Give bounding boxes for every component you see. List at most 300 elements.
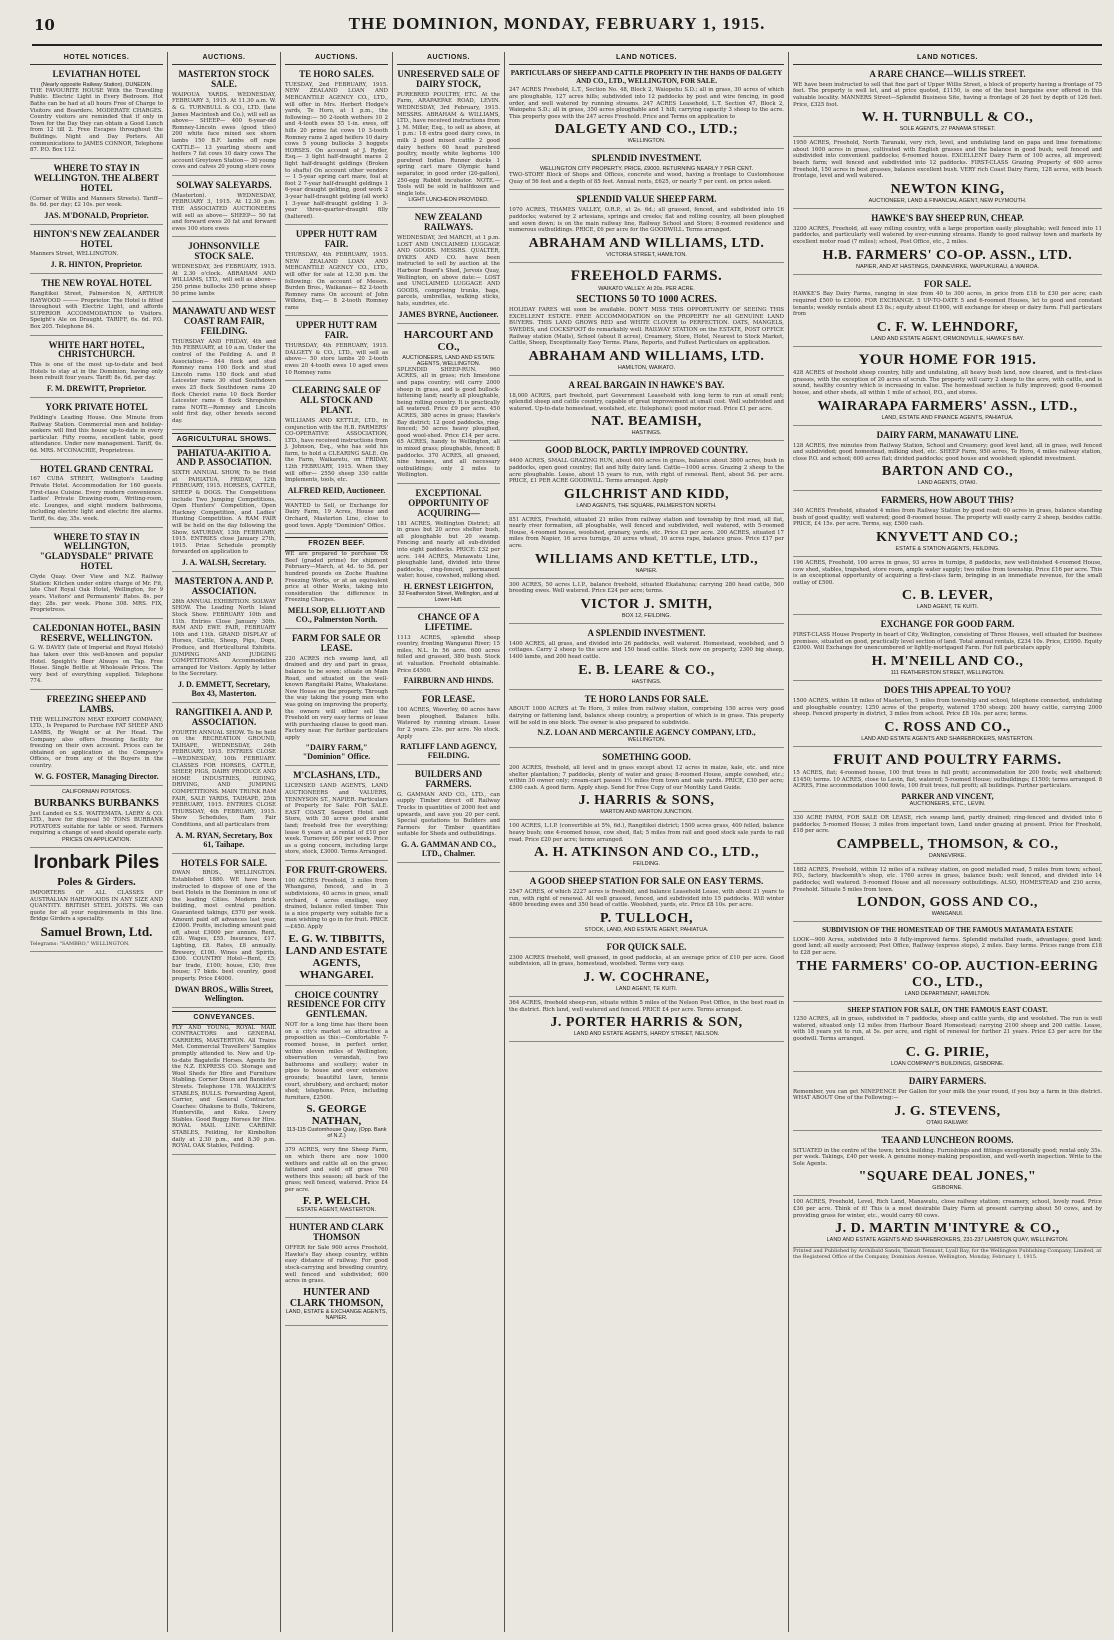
ad-title: SOMETHING GOOD. <box>602 752 691 763</box>
ad-body: This is one of the most up-to-date and best Hotels to stay at in the Dominion, having only been rebuilt four years. Tariff: 8s. 6d. per day. <box>30 362 163 382</box>
ad-splendid-investment-2 <box>509 624 784 690</box>
ad-title: HOTELS FOR SALE. <box>180 857 268 868</box>
ad-address: HASTINGS. <box>631 678 662 685</box>
ad-knyvett <box>793 491 1102 557</box>
ad-mclashans <box>285 766 388 860</box>
ad-dalgety-particulars <box>509 65 784 149</box>
ad-signature: KNYVETT AND CO.; <box>876 529 1019 545</box>
ad-body: HAWKE'S Bay Dairy Farms, ranging in size from 40 to 300 acres, in price from £18 to £30 per acre; cash required £500 to £3000. FOR EXCHANGE. 5 UP-TO-DATE 5 and 6-roomed Houses, let to good and constant tenants; weekly rentals about £3 8s.; equity about £1900, will exchange for sheep or dairy farm. Full particulars from <box>793 291 1102 318</box>
ad-signature: CAMPBELL, THOMSON, & CO., <box>836 836 1059 852</box>
ad-body: Clyde Quay. Over View and N.Z. Railway Station: Kitchen under entire charge of Mr. Fit, late Chef Royal Oak Hotel, Wellington, for 9 years. Visitors' and Permanents' Rates. 8s. per day; 28s. per week. Phone 308. MRS. FIX, Proprietress. <box>30 574 163 614</box>
ad-signature: DWAN BROS., Willis Street, Wellington. <box>174 984 274 1003</box>
ad-signature: J. W. COCHRANE, <box>583 969 710 985</box>
ad-signature: THE FARMERS' CO-OP. AUCTION-EERING CO., LTD., <box>796 958 1099 990</box>
ad-address: SOLE AGENTS, 27 PANAMA STREET. <box>899 126 996 133</box>
ad-body: (Masterton). WEDNESDAY, FEBRUARY 3, 1915. At 12.30 p.m. THE ASSOCIATED AUCTIONEERS will sell as above— SHEEP— 50 fat and forward ewes 20 fat and forward ewes 100 store ewes <box>172 192 276 232</box>
ad-body: (Corner of Willis and Manners Streets). Tariff—8s. 6d. per day; £2 10s. per week. <box>30 195 163 209</box>
ad-address: LAND, ESTATE & EXCHANGE AGENTS, NAPIER. <box>285 1308 388 1321</box>
ad-signature: Samuel Brown, Ltd. <box>40 924 153 939</box>
ad-freehold-farms <box>509 263 784 376</box>
ad-te-horo-lands <box>509 690 784 749</box>
ad-barton <box>793 426 1102 492</box>
ad-williams-kettle <box>509 514 784 579</box>
column-heading: LAND NOTICES. <box>793 52 1102 65</box>
ad-address: ESTATE & STATION AGENTS, FEILDING. <box>895 545 1000 552</box>
ad-body: 379 ACRES, very fine Sheep Farm, on which there are now 1000 wethers and cattle all on the grass; fattened and sold off grass 760 wethers this season; all back of the grass; well fenced, watered. Price £4 per acre. <box>285 1147 388 1193</box>
ad-body: 1113 ACRES, splendid sheep country, fronting Wanganui River; 15 miles, N.L. In 56 acre. 600 acres felled and grassed, 380 bush. Stock at valuation. Freehold obtainable. Price £4500. <box>397 634 500 674</box>
ad-subtitle: Poles & Girders. <box>57 875 136 888</box>
ad-signature: RATLIFF LAND AGENCY, FEILDING. <box>400 742 497 761</box>
ad-title: FARMERS, HOW ABOUT THIS? <box>881 495 1014 506</box>
ad-signature: JAS. M'DONALD, Proprietor. <box>44 210 149 220</box>
ad-title: MANAWATU AND WEST COAST RAM FAIR, FEILDING. <box>172 306 276 336</box>
ad-ross <box>793 681 1102 747</box>
ad-frozen-beef <box>285 534 388 629</box>
ad-signature: LONDON, GOSS AND CO., <box>857 895 1038 911</box>
ad-signature: ALFRED REID, Auctioneer. <box>287 485 386 495</box>
ad-sections: SECTIONS 50 TO 1000 ACRES. <box>576 294 717 306</box>
ad-signature: NAT. BEAMISH, <box>591 414 702 430</box>
ad-title: A GOOD SHEEP STATION FOR SALE ON EASY TERMS. <box>529 876 764 887</box>
ad-body: WE are prepared to purchase Ox Beef (graded prime) for shipment February—March, at 4d. to 5d. per hundred pounds on Zoche Ruahine Freezing Works, or at an equivalent price at other Works, taking into consideration the difference in Freezing Charges. <box>285 551 388 604</box>
masthead <box>8 14 1106 46</box>
ad-signature: VICTOR J. SMITH, <box>580 596 713 612</box>
ad-johnsonville-sale <box>172 237 276 302</box>
ad-choice-residence <box>285 986 388 1145</box>
ad-title: JOHNSONVILLE STOCK SALE. <box>188 241 260 262</box>
ad-signature: J. R. HINTON, Proprietor. <box>50 260 143 270</box>
ad-address: 32 Featherston Street, Wellington, and at Lower Hutt. <box>398 590 499 603</box>
ad-welch <box>285 1144 388 1218</box>
ad-price-note: PRICES ON APPLICATION. <box>62 837 131 844</box>
ad-body: Just Landed ex S.S. WAITEMATA. LAERY & CO. LTD., have for disposal 50 TONS BURBANK POTATOES suitable for table or seed. Farmers requiring a change of seed should operate early. <box>30 810 163 837</box>
ad-title: YOUR HOME FOR 1915. <box>858 351 1037 368</box>
ad-signature: H.B. FARMERS' CO-OP. ASSN., LTD. <box>822 247 1073 263</box>
ad-hintons-hotel <box>30 225 163 274</box>
ad-chance-of-lifetime <box>397 608 500 690</box>
ad-splendid-investment <box>509 149 784 190</box>
ad-body: 15 ACRES, flat; 4-roomed house, 100 fruit trees in full profit; accommodation for 200 fowls; well sheltered; £1450; terms. 10 ACRES, close to Levin, flat, watered; 5-roomed House; outbuildings; £1500; terms arranged. 8 ACRES, Fine accommodation 1000 fowls, 100 fruit trees, full profit; all buildings. Further particulars. <box>793 770 1102 790</box>
ad-manawatu-ram-fair <box>172 302 276 429</box>
ad-real-bargain <box>509 376 784 442</box>
ad-body: HOLIDAY FARES will soon be available. DON'T MISS THIS OPPORTUNITY OF SEEING THIS EXCELLENT ESTATE. FREE ACCOMMODATION on the PROPERTY for all GENUINE LAND BUYERS. THIS LAND GROWS RED and WHITE CLOVER to PERFECTION. OATS, MANGELS, SWEDES, and COCKSFOOT do remarkably well. RAILWAY STATION on the ESTATE, POST OFFICE Railway station (Mails), School (about 8 acres), Creamery, Store, Hotel, Nearest to Stock Market, Cattle, Sheep, Exceptionally Easy Terms. Plans, Reports, and Fullest Particulars on application. <box>509 307 784 347</box>
ad-subtitle: AUCTIONEERS, LAND AND ESTATE AGENTS, WELLINGTON. <box>402 354 495 367</box>
ad-body: 196 ACRES, Freehold, 100 acres in grass, 93 acres in turnips, 8 paddocks, new well-finished 4-roomed House, cow shed, stables, trapshed, store room, ample water supply; two miles from township. Price £16 per acre. This is an exceptional opportunity of acquiring a first-class farm, bringing in an immediate revenue, for the small outlay of £500. <box>793 559 1102 586</box>
ad-grand-central-hotel <box>30 460 163 528</box>
ad-title: BUILDERS AND FARMERS. <box>414 769 483 789</box>
ad-body: WAIPOUA YARDS. WEDNESDAY, FEBRUARY 3, 1915. At 11.30 a.m. W. & G. TURNBULL & CO., LTD. (late James Macintosh and Co.), will sell as above— SHEEP— 400 6-year-old Romney-Lincoln ewes (good tiles) 200 white face mixed sex shorn lambs 150 B.F. lambs off rape CATTLE— 13 yearling steers and heifers 7 fat cows 10 dairy cows The account Greytown Station— 30 young cows and calves 20 young store cows <box>172 91 276 171</box>
ad-title: TE HORO SALES. <box>299 69 374 79</box>
ad-body: 100 ACRES, Waverley, 60 acres have been ploughed. Balance hills. Watered by running stream. Lease for 2 years. 23s. per acre. No stock. Apply <box>397 707 500 740</box>
ad-address: MARTON AND MARTON JUNCTION. <box>600 809 693 816</box>
ad-title: GOOD BLOCK, PARTLY IMPROVED COUNTRY. <box>545 445 748 456</box>
ad-body: IMPORTERS OF ALL CLASSES OF AUSTRALIAN HARDWOODS IN ANY SIZE AND QUANTITY. BRITISH STEEL JOISTS. We can quote for all your requirements in this line. Bridge Girders a speciality. <box>30 890 163 923</box>
ad-white-hart-hotel <box>30 336 163 399</box>
ad-note: LIGHT LUNCHEON PROVIDED. <box>408 197 489 204</box>
ad-signature: "SQUARE DEAL JONES," <box>858 1169 1037 1185</box>
ad-nz-railways <box>397 208 500 323</box>
ad-body: LOOK—900 Acres, subdivided into 8 fully-improved farms. Splendid metalled roads, advantages; good land; good land; all easily accessed; Post Office, Railway (express stops), 2 miles. Easy terms. Prices range from £18 to £28 per acre. <box>793 936 1102 957</box>
ad-title: HAWKE'S BAY SHEEP RUN, CHEAP. <box>871 212 1024 223</box>
ad-title: TEA AND LUNCHEON ROOMS. <box>881 1134 1014 1145</box>
ad-title: MASTERTON A. AND P. ASSOCIATION. <box>174 576 274 596</box>
ad-signature: S. GEORGE NATHAN, <box>306 1103 367 1128</box>
ad-address: WELLINGTON. <box>627 737 666 744</box>
ad-address: LAND AGENTS, THE SQUARE, PALMERSTON NORTH. <box>576 502 717 509</box>
ad-for-lease <box>397 690 500 765</box>
ad-pahiatua-show <box>172 430 276 573</box>
ad-address: WELLINGTON. <box>627 138 666 145</box>
column-land-notices-2 <box>789 52 1106 1632</box>
ad-masterton-stock-sale <box>172 65 276 176</box>
ad-title: MASTERTON STOCK SALE. <box>178 69 270 89</box>
ad-title: FOR QUICK SALE. <box>606 941 687 952</box>
ad-title: EXCHANGE FOR GOOD FARM. <box>880 619 1015 630</box>
ad-signature: HUNTER AND CLARK THOMSON, <box>289 1286 384 1309</box>
ad-title: HINTON'S NEW ZEALANDER HOTEL <box>33 228 160 249</box>
ad-sheep-farm-value <box>509 190 784 262</box>
column-land-notices-1 <box>505 52 789 1632</box>
ad-body: THE WELLINGTON MEAT EXPORT COMPANY, LTD., Is Prepared to Purchase FAT SHEEP AND LAMBS, By Weight or at Per Head. The Company also offers freezing facility for freezing on their own account. Prices can be obtained on application at the Company's Offices, or from any of the Buyers in the country. <box>30 716 163 769</box>
ad-body: 220 ACRES rich swamp land, all drained and dry and part in grass, balance to be sown; situate on Main Road, and situated on the well-known Rangitaiki Plains, Whakatane. New House on the property. Through the way taking the young men who was going on improving the property, the owners will either sell the Freehold on very easy terms or lease with purchasing clause to good man. Factory near. For further particulars apply <box>285 655 388 741</box>
ad-signature: A. M. RYAN, Secretary, Box 61, Taihape. <box>175 830 273 849</box>
ad-campbell-thomson <box>793 812 1102 864</box>
ad-body: 1070 ACRES, THAMES VALLEY, O.R.P., at 2s. 6d.; all grassed, fenced, and subdivided into 16 paddocks; watered by 2 artesians, springs and creeks; flat and rolling country, all been ploughed and sown down; is on the main railway line, Railway School and Store; 8-roomed residence and numerous outbuildings. PRICE, £6 per acre for the GOODWILL. Terms arranged. <box>509 207 784 234</box>
ad-masterton-show <box>172 572 276 703</box>
ad-fruit-poultry <box>793 747 1102 812</box>
ad-body: 1882 ACRES, Freehold, within 12 miles of a railway station, on good metalled road, 5 miles from town; school, P.O., factory, blacksmith's shop, etc. 1760 acres in grass, balance bush; well fenced, and divided into 14 paddocks; well watered. 5-roomed House and all necessary outbuildings. ALSO, HOMESTEAD and 230 acres, Freehold. Situate 5 miles from town. <box>793 866 1102 893</box>
ad-tulloch <box>509 872 784 938</box>
ad-heading: CALIFORNIAN POTATOES. <box>61 788 132 795</box>
ad-signature: J. G. STEVENS, <box>894 1103 1001 1119</box>
ad-title: FOR FRUIT-GROWERS. <box>286 864 387 875</box>
ad-address: WANGANUI. <box>931 911 964 918</box>
ad-newton-king <box>793 137 1102 209</box>
ad-address: VICTORIA STREET, HAMILTON. <box>606 251 687 258</box>
ad-body: FLY AND YOUNG, ROYAL MAIL CONTRACTORS and GENERAL CARRIERS, MASTERTON. All Trains Met. Commercial Travellers' Samples promptly attended to. New and Up-to-date Bagatelle Horses. Agents for the N.Z. EXPRESS CO. Storage and Wool Sheds for Hire and Furniture Stabling. Corner Dixon and Bannister Streets. Telephone 178. WALKER'S STABLES, BULLS. Forwarding Agent, Carrier, and General Contractor. Coaches: Ohakune to Bulls, Tokirere, Hunterville, and Kuku. Livery Stables. Good Buggy Horses for Hire. ROYAL MAIL LINE CARBINE STABLES, Feilding, for Kimbolton daily at 2.30 p.m., and 8.30 p.m. ROYAL OAK Stables, Feilding. <box>172 1024 276 1150</box>
ad-mcneill <box>793 615 1102 681</box>
ad-address: LAND AGENTS, OTAKI. <box>917 480 978 487</box>
ad-albert-hotel <box>30 159 163 225</box>
ad-title: BURBANKS BURBANKS <box>34 796 159 809</box>
ad-title: RANGITIKEI A. AND P. ASSOCIATION. <box>175 706 273 727</box>
ad-title: PARTICULARS OF SHEEP AND CATTLE PROPERTY IN THE HANDS OF DALGETY AND CO., LTD., WELLINGTON, FOR SALE. <box>510 69 783 85</box>
ad-builders-farmers <box>397 765 500 863</box>
ad-body: 330 ACRE FARM, FOR SALE OR LEASE, rich swamp land, partly drained; ring-fenced and divided into 6 paddocks; 5-roomed House; 3 miles from important town, Land under grazing at present. Price for Freehold, £18 per acre. <box>793 814 1102 835</box>
ad-signature: ABRAHAM AND WILLIAMS, LTD. <box>528 348 765 364</box>
ad-signature: F. M. DREWITT, Proprietor. <box>46 384 147 394</box>
ad-signature: BARTON AND CO., <box>881 464 1014 480</box>
ad-signature: H. ERNEST LEIGHTON, <box>403 581 494 591</box>
column-auctions-1 <box>168 52 281 1632</box>
ad-body: G. W. DAVEY (late of Imperial and Royal Hotels) has taken over this well-known and popular Hotel. Speight's Beer Always on Tap. Free House. Single Bottle at Wholesale Prices. The very best of everything supplied. Telephone 774. <box>30 645 163 685</box>
ad-body: SPLENDID SHEEP-RUN. 960 ACRES, all in grass; rich limestone and papa country; will carry 2000 sheep in grass, and is good bullock-fattening land; nearly all ploughable, being rolling country. It is practically all watered. Price £9 per acre. 450 ACRES, 380 acres in grass; Hawke's Bay district; 12 good paddocks, ring-fenced; 50 acres heavy ploughed, good wool-shed. Price £14 per acre. 65 ACRES, handy to Wellington, all in mixed grass; ploughable, fenced; 8 paddocks. 370 ACRES, all grassed, nine houses, and all necessary outbuildings; only 2 miles to Wellington. <box>397 366 500 479</box>
column-heading: AUCTIONS. <box>285 52 388 65</box>
ad-conveyances <box>172 1008 276 1155</box>
ad-title: A REAL BARGAIN IN HAWKE'S BAY. <box>568 379 725 390</box>
ad-subtitle: WELLINGTON CITY PROPERTY. PRICE, £9000. RETURNING NEARLY 7 PER CENT. <box>539 166 754 173</box>
column-heading: HOTEL NOTICES. <box>30 52 163 65</box>
ad-subtitle: WAIKATO VALLEY. At 20s. PER ACRE. <box>598 286 695 293</box>
ad-signature: P. TULLOCH, <box>599 910 694 926</box>
ad-title: TE HORO LANDS FOR SALE. <box>584 693 709 704</box>
ad-address: 111 FEATHERSTON STREET, WELLINGTON. <box>890 670 1005 677</box>
ad-body: 100 ACRES Freehold, 3 miles from Whangarei, fenced, and in 3 subdivisions, 40 acres in grass, small orchard, 4 acres ensilage, easy drained, balance rolled timber. This is a nice property very suitable for a man wishing to go in for fruit. PRICE—£450. Apply <box>285 877 388 930</box>
ad-body: 340 ACRES Freehold, situated 4 miles from Railway Station by good road; 60 acres in grass, balance standing bush of good quality; well watered; good 8-roomed house. The property will easily carry 2 sheep, besides cattle. PRICE, £4 15s. per acre. Terms, say, £500 cash. <box>793 508 1102 528</box>
ad-body: THURSDAY AND FRIDAY, 4th and 5th FEBRUARY, at 10 a.m. Under the control of the Feilding A. and P. Association— 844 flock and stud Romney rams 100 flock and stud Lincoln rams 150 flock and stud Leicester rams 30 stud Southdown ewes 25 flock Southdown rams 20 flock Cheviot rams 10 flock Border Leicester rams 6 flock Shropshire rams NOTE—Romney and Lincoln sold first day, other breeds second day. <box>172 338 276 424</box>
ad-body: SITUATED in the centre of the town; brick building. Furnishings and fittings exceptionally good; rental only 35s. per week. Takings, £40 per week. A genuine money-making proposition, and well-worth inspection. Write to the Sole Agents. <box>793 1147 1102 1167</box>
ad-signature: J. D. EMMETT, Secretary, Box 43, Masterton. <box>178 679 270 698</box>
ad-body: THE FAVOURITE HOUSE With the Travelling Public. Electric Light in Every Bedroom. Hot Baths can be had at all hours Free of Charge to Visitors and Boarders. MODERATE CHARGES. Country visitors are reminded that if only in Town for the Day they can obtain a Good Lunch from 12 till 2. Free Escapes throughout the Buildings. Night and Day Porters. All communications to JAMES CONNOR, Telephone 87. P.O. Box 112. <box>30 87 163 154</box>
ad-signature: FAIRBURN AND HINDS. <box>403 676 494 686</box>
ad-upper-hutt-ram-fair <box>285 225 388 316</box>
ad-title: A RARE CHANCE—WILLIS STREET. <box>869 69 1026 79</box>
ad-freezing-sheep <box>30 690 163 786</box>
ad-signature: E. G. W. TIBBITTS, LAND AND ESTATE AGENTS, WHANGAREI. <box>285 932 388 981</box>
ad-address: AUCTIONEER, LAND & FINANCIAL AGENT, NEW PLYMOUTH. <box>868 197 1027 204</box>
ad-address: STOCK, LAND, AND ESTATE AGENT, PAHIATUA. <box>584 926 709 933</box>
ad-title: CHOICE COUNTRY RESIDENCE FOR CITY GENTLEMAN. <box>287 989 386 1020</box>
column-auctions-3 <box>393 52 505 1632</box>
ad-body: 300 ACRES, 50 acres L.I.P., balance freehold, situated Ekatahuna; carrying 280 head cattle, 500 breeding ewes. Well watered. Price £24 per acre; terms. <box>509 581 784 595</box>
ad-title: UPPER HUTT RAM FAIR. <box>295 229 378 250</box>
ad-pirie <box>793 1002 1102 1072</box>
ad-your-home <box>793 347 1102 426</box>
ad-title: DAIRY FARM, MANAWATU LINE. <box>876 429 1019 440</box>
ad-cochrane <box>509 938 784 997</box>
ad-title: FREEZING SHEEP AND LAMBS. <box>46 694 147 714</box>
ad-signature: E. B. LEARE & CO., <box>578 662 715 678</box>
ad-leviathan-hotel <box>30 65 163 159</box>
column-heading: AUCTIONS. <box>172 52 276 65</box>
ad-harcourt <box>397 324 500 484</box>
ad-title: SOLWAY SALEYARDS. <box>176 179 272 190</box>
ad-signature: GILCHRIST AND KIDD, <box>563 486 730 502</box>
ad-signature: W. H. TURNBULL & CO., <box>861 110 1034 126</box>
ad-signature: C. F. W. LEHNDORF, <box>876 319 1019 335</box>
ad-potatoes <box>30 786 163 848</box>
ad-good-block <box>509 441 784 513</box>
ad-title: DAIRY FARMERS. <box>908 1075 987 1086</box>
ad-body: PUREBRED POULTRY, ETC. At the Farm, ARAPAEPAE ROAD, LEVIN. WEDNESDAY, 3rd February, 1915. MESSRS. ABRAHAM & WILLIAMS, LTD., have received instructions from J. M. Miller, Esq., to sell as above, at 1 p.m.: 18 extra good dairy cows, in milk 2 good mixed cattle 2 good dairy heifers 60 head purebred poultry, mostly white leghorns 100 purebred Indian Runner ducks 1 spring cart mare Olympic hand separator, in good order (20-gallon), 250-egg Rabbit incubator. NOTE.—Tools will be sold in halfdozen and single lots. <box>397 91 500 197</box>
ad-address: HAMILTON, WAIKATO. <box>617 364 676 371</box>
ad-signature: A. H. ATKINSON AND CO., LTD., <box>534 845 759 861</box>
page-title: THE DOMINION, MONDAY, FEBRUARY 1, 1915. <box>348 14 766 33</box>
ad-body: 851 ACRES, Freehold, situated 21 miles from railway station and township by first road, all flat, nearly river formation, all ploughable, well fenced and subdivided, well watered, with 5-roomed House, 4-roomed house, woolshed, granary, yards, etc. Price £3 per acre. 200 ACRES, situated 17 miles from Napier, 16 acres turnips, 20 acres wheat, 10 acres rape, balance grass. Price £17 per acre. <box>509 516 784 550</box>
ad-royal-hotel <box>30 274 163 335</box>
ad-ironbark <box>30 848 163 952</box>
ad-hawkes-bay-sheep-run <box>793 209 1102 275</box>
ad-title: A SPLENDID INVESTMENT. <box>587 627 706 638</box>
ad-title: Ironbark Piles <box>33 852 160 874</box>
ad-signature: N.Z. LOAN AND MERCANTILE AGENCY COMPANY, LTD., <box>537 728 756 738</box>
ad-title: YORK PRIVATE HOTEL <box>45 402 148 413</box>
ad-te-horo-sales <box>285 65 388 225</box>
ad-london-goss <box>793 864 1102 922</box>
ad-body: 1500 ACRES, within 18 miles of Masterton, 5 miles from township and school, telephone connected, undulating and ploughable country; 1250 acres of the property, watered 1750 sheep; 200 heavy cattle, carrying 2000 sheep. Fenced property in district, 3 miles from school. Price £8 10s. per acre; terms. <box>793 697 1102 718</box>
ad-body: DWAN BROS., WELLINGTON. Established 1880. WE have been instructed to dispose of one of the best Hotels in the Dominion in one of the leading Cities. Modern brick building, most central position. Guaranteed takings, £570 per week. Amount paid off advances last year, £2000. Profits, including amount paid off, about £3000 per annum. Rent, £20. Wages, £55. Insurance, £17. Lighting, £8. Rates, £8 annually. Brewery, £100. Wines and Spirits, £300. COUNTRY Hotel—Rent, £5; bar trade, £100; house, £30; free house; 17 bkds. best country, good property. Price £4000. <box>172 870 276 982</box>
ad-address: NAPIER. <box>635 567 658 574</box>
section-heading: AGRICULTURAL SHOWS. <box>172 433 276 447</box>
ad-body: 4400 ACRES, SMALL GRAZING RUN, about 600 acres in grass, balance about 3800 acres, bush in paddocks, open good country; flat and hilly dairy land. Cattle—1000 acres. Grazing 2 sheep to the acre ploughable. Lease, about 15 years to run, with right of renewal. Rent, about 5d. per acre. PRICE, £1 PER ACRE GOODWILL. Terms arranged. Apply <box>509 458 784 485</box>
ad-body: OFFER for Sale 900 acres Freehold, Hawke's Bay sheep country, within easy distance of railway. For good stock-carrying and breeding country, well fenced and subdivided; 600 acres in grass. <box>285 1245 388 1285</box>
ad-signature: H. M'NEILL AND CO., <box>871 654 1024 670</box>
page-number: 10 <box>34 16 55 34</box>
ad-body: 128 ACRES, five minutes from Railway Station, School and Creamery; good level land, all in grass, well fenced and subdivided; good homestead, milking shed, etc. SHEEP Farm, 950 acres, Te Horo, 4 miles railway station, close P.O. and school; 600 acres flat; divided paddocks; good house and woolshed; splendid investment. <box>793 442 1102 462</box>
ad-title: WHITE HART HOTEL, CHRISTCHURCH. <box>48 339 145 360</box>
ad-body: WANTED to Sell, or Exchange for Dairy Farm, 19 Acres, House and Orchard, Masterton Line, close to good town. Apply "Dominion" Office. <box>285 502 388 529</box>
ad-body: 428 ACRES of freehold sheep country, hilly and undulating, all heavy bush land, now cleared, and is first-class grasses, with the exception of 20 acres of scrub. The property will carry 2 sheep to the acre, with cattle, and is sound, healthy country which is increasing in value. The homestead section is fully improved; good 6-roomed house, and other sheds, all within 1 mile of school, P.O., and stores. <box>793 370 1102 397</box>
column-heading: LAND NOTICES. <box>509 52 784 65</box>
ad-title: SHEEP STATION FOR SALE, ON THE FAMOUS EAST COAST. <box>847 1005 1048 1014</box>
ad-wanted <box>285 500 388 534</box>
ad-hunter-clark-thomson <box>285 1218 388 1325</box>
ad-upper-hutt-ram-fair-2 <box>285 316 388 381</box>
ad-address: DANNEVIRKE. <box>928 852 967 859</box>
ad-title: M'CLASHANS, LTD., <box>293 770 380 781</box>
ad-signature: C. B. LEVER, <box>901 588 994 604</box>
ad-body: 1400 ACRES, all grass, and divided into 26 paddocks, well watered. Homestead, woolshed, and 5 cottages. Carry 2 sheep to the acre and 150 head cattle. Stock now on property, 2300 big sheep, 1400 lambs, and 200 head cattle. <box>509 640 784 660</box>
ad-signature: F. P. WELCH. <box>302 1195 371 1208</box>
section-heading: CONVEYANCES. <box>172 1011 276 1025</box>
ad-signature: J. PORTER HARRIS & SON, <box>550 1015 743 1031</box>
ad-title: FREEHOLD FARMS. <box>570 267 723 284</box>
ad-body: TWO-STORY Block of Shops and Offices, concrete and wood, having a frontage to Customhouse Quay of 56 feet and a depth of 85 feet. Annual rents, £625, or nearly 7 per cent. on price asked. <box>509 172 784 185</box>
ad-atkinson <box>509 820 784 872</box>
ad-title: WHERE TO STAY IN WELLINGTON, "GLADYSDALE" PRIVATE HOTEL <box>39 531 154 572</box>
ad-body: THURSDAY, 4th FEBRUARY, 1915. NEW ZEALAND LOAN AND MERCANTILE AGENCY CO., LTD., will offer for sale at 12.30 p.m. the following: On account of Messrs. Burden Bros., Waikanae— 82 2-tooth Romney rams On account of John Wilkins, Esq.— 8 2-tooth Romney rams <box>285 252 388 311</box>
ad-body: 3200 ACRES, Freehold, all easy rolling country, with a large proportion easily ploughable; well fenced into 11 paddocks, and particularly well watered by ever-running streams. Handy to good railway town and markets by excellent motor road (7 miles); school, Post Office, etc., 2 miles. <box>793 225 1102 245</box>
ad-signature: NEWTON KING, <box>890 181 1005 197</box>
ad-dairy-stock-sale <box>397 65 500 208</box>
ad-body: Remember, you can get NINEPENCE Per Gallon for your milk the year round, if you buy a farm in this district. WHAT ABOUT One of the Following:— <box>793 1088 1102 1102</box>
ad-title: FOR LEASE. <box>421 694 475 705</box>
ad-address: LAND AND ESTATE AGENT, ORMONDVILLE, HAWKE'S BAY. <box>871 335 1024 342</box>
ad-matamata-subdivision <box>793 922 1102 1001</box>
ad-title: LEVIATHAN HOTEL <box>52 69 141 79</box>
ad-address: LAND AND ESTATE AGENTS AND SHAREBROKERS, 231-237 LAMBTON QUAY, WELLINGTON. <box>826 1237 1069 1244</box>
ad-body: SIXTH ANNUAL SHOW, To be Held at PAHIATUA, FRIDAY, 12th FEBRUARY, 1915. HORSES, CATTLE, SHEEP & DOGS. The Competitions include Two Jumping Competitions, Open Hunters' Competition, Open Hackney Competition, and Ladies' Hunting Competition. A RAM FAIR will be held on the day following the Show, SATURDAY, 13th FEBRUARY, 1915. ENTRIES close January 27th, 1915. Prize Schedule promptly forwarded on application to <box>172 470 276 556</box>
ad-caledonian-hotel <box>30 619 163 690</box>
ad-body: 100 ACRES, Freehold, Level, Rich Land, Manawatu, close railway station; creamery, school, lovely road. Price £36 per acre. Think of it! This is a most desirable Dairy Farm at present carrying about 50 cows, and by providing grass for winter, etc., would carry 60 cows. <box>793 1199 1102 1219</box>
ad-turnbull <box>793 65 1102 137</box>
ad-subtitle: (Nearly opposite Railway Station), DUNEDIN. <box>41 81 152 88</box>
ad-body: NOT for a long time has there been on a city's market so attractive a proposition as this:—Comfortable 7-roomed house, in perfect order, within eleven miles of Wellington; observation verandah, two bathrooms and scullery; water in pipes to house and over extensive grounds; beautiful lawn, tennis court, shrubbery, and orchard; motor shed; telephone. Price, including furniture, £2500. <box>285 1022 388 1101</box>
ad-address: FEILDING. <box>633 861 660 868</box>
ad-address: 113-115 Customhouse Quay, (Opp. Bank of N.Z.) <box>286 1127 387 1140</box>
ad-title: SPLENDID VALUE SHEEP FARM. <box>576 194 717 205</box>
ad-title: PAHIATUA-AKITIO A. AND P. ASSOCIATION. <box>176 447 272 468</box>
ad-title: HOTEL GRAND CENTRAL <box>39 463 154 474</box>
ad-body: TUESDAY, 2nd FEBRUARY, 1915. NEW ZEALAND LOAN AND MERCANTILE AGENCY CO., LTD., will offer in Mrs. Herbert Hodge's yards, Te Horo, at 1 p.m., the following:— 50 2-tooth wethers 10 2 and 4-tooth ewes 55 1-in. ewes, off hills 20 prime fat cows 10 3-tooth Romney rams 2 aged heifers 10 dairy cows 5 young bullocks 3 hoggets HORSES. On account of J. Ryder, Esq.— 3 light half-draught mares 2 light half-draught geldings (Broken to shafts) On account other vendors— 1 5-year spring cart mare, foal at foot 2 7-year half-draught geldings 1 6-year draught gelding, good work 2 3-year half-draught gelding (all work) 1 3-year half-draught gelding 1 3-year three-quarter-draught filly (haltered). <box>285 81 389 220</box>
ad-address: LAND AND ESTATE AGENTS, HARDY STREET, NELSON. <box>573 1031 720 1038</box>
ad-body: THURSDAY, 4th FEBRUARY, 1915. DALGETY & CO., LTD., will sell as above— 50 store lambs 20 2-tooth ewes 20 4-tooth ewes 10 aged ewes 10 Romney rams <box>285 343 388 376</box>
ad-title: UNRESERVED SALE OF DAIRY STOCK, <box>397 69 500 89</box>
ad-body: 28th ANNUAL EXHIBITION. SOLWAY SHOW. The Leading North Island Stock Show. FEBRUARY 10th and 11th. Entries Close January 30th. RAM AND EWE FAIR, FEBRUARY 10th and 11th. GRAND DISPLAY of Horses, Cattle, Sheep, Pigs, Dogs, Produce, and Horticultural Exhibits. JUMPING AND JUDGING COMPETITIONS. Accommodation arranged for Visitors. Apply by letter to the Secretary. <box>172 598 276 678</box>
ad-signature: J. HARRIS & SONS, <box>578 793 715 809</box>
ad-title: UPPER HUTT RAM FAIR. <box>295 320 378 341</box>
ad-signature: G. A. GAMMAN AND CO., LTD., Chalmer. <box>400 840 497 859</box>
ad-title: NEW ZEALAND RAILWAYS. <box>414 212 483 233</box>
ad-title: FRUIT AND POULTRY FARMS. <box>833 751 1062 768</box>
ad-lehndorf <box>793 275 1102 347</box>
ad-address: HASTINGS. <box>631 430 662 437</box>
ad-address: LAND AND ESTATE AGENTS AND SHAREBROKERS, MASTERTON. <box>861 735 1034 742</box>
ad-body: WILLIAMS AND KETTLE, LTD., in conjunction with the H.B. FARMERS' CO-OPERATIVE ASSOCIATION, LTD., have received instructions from J. Johnson, Esq., who has sold his farm, to hold a CLEARING SALE. On the Farm, Waikaretu, on FRIDAY, 12th FEBRUARY, 1915. When they will offer— 2550 sheep 330 cattle Implements, tools, etc. <box>285 417 388 484</box>
ad-title: THE NEW ROYAL HOTEL <box>41 278 152 289</box>
ad-harris-sons <box>509 748 784 820</box>
ad-address: AUCTIONEERS, ETC., LEVIN. <box>909 800 986 807</box>
ad-title: FARM FOR SALE OR LEASE. <box>291 632 382 653</box>
ad-signature: "DAIRY FARM," "Dominion" Office. <box>302 743 371 762</box>
ad-body: G. GAMMAN AND CO., LTD., can supply Timber direct off Railway Trucks in quantities of 2000 feet and upwards, and save you 20 per cent. Special quotations to Builders and Farmers for Timber quantities suitable for Sheds and outbuildings. <box>397 791 500 838</box>
ad-title: EXCEPTIONAL OPPORTUNITY OF ACQUIRING— <box>408 487 489 518</box>
column-hotel-notices <box>26 52 168 1632</box>
ad-signature: PARKER AND VINCENT, <box>901 791 994 801</box>
ad-body: 2547 ACRES, of which 2227 acres is freehold, and balance Leasehold Lease, with about 21 years to run, with right of renewal. All well grassed, fenced, and subdivided into 15 paddocks. Will winter 4800 breeding ewes and 350 head of cattle. Woolshed, yards, etc. Price £8 10s. per acre. <box>509 889 784 909</box>
ad-address: LAND AGENT, TE KUITI. <box>615 985 678 992</box>
ad-signature: DALGETY AND CO., LTD.; <box>554 122 739 138</box>
ad-title: CLEARING SALE OF ALL STOCK AND PLANT. <box>291 385 381 416</box>
ad-body: ABOUT 1000 ACRES at Te Horo, 3 miles from railway station, comprising 150 acres very good dairying or fattening land, balance sheep country, a proportion of which is in grass. This property will be sold in one block. The owner is also prepared to subdivide. <box>509 706 784 726</box>
ad-solway-saleyards <box>172 176 276 237</box>
ad-body: Manners Street, WELLINGTON. <box>30 251 119 258</box>
ad-farm-for-sale-or-lease <box>285 629 388 767</box>
ad-fruit-growers <box>285 861 388 986</box>
ad-body: 200 ACRES, freehold, all level and in grass except about 12 acres in maize, kale, etc. and nice shelter plantation; 7 paddocks, plenty of water and grass; 8-roomed House, ample cowshed, etc.; within 30 owner only; cream-cart passes 1½ miles from town and sale yards. PRICE, £30 per acre; £300 cash. A good farm. Apply shop. Send for Free Copy of our Monthly Land Guide. <box>509 765 784 791</box>
ad-signature: WAIRARAPA FARMERS' ASSN., LTD., <box>817 398 1078 414</box>
ad-signature: WILLIAMS AND KETTLE, LTD., <box>534 551 759 567</box>
ad-signature: MELLSOP, ELLIOTT AND CO., Palmerston North. <box>287 605 386 624</box>
ad-body: 100 ACRES, L.I.P. (convertible at 5%, 6d.), Rangitikei district; 1500 acres grass, 400 felled, balance heavy bush; one 4-roomed house, cow shed, flat; 5 miles from rail and good stock sale yards to rail road. Price £20 per acre; terms arranged. <box>509 823 784 843</box>
ad-body: WEDNESDAY, 3rd MARCH, at 1 p.m. LOST AND UNCLAIMED LUGGAGE AND GOODS. MESSRS. QUALTER, DYKES AND CO. have been instructed to sell by auction at the Harbour Board's Shed, Jervois Quay, Wellington, on above date:— LOST and UNCLAIMED LUGGAGE AND GOODS, comprising trunks, bags, parcels, umbrellas, walking sticks, hats, sundries, etc. <box>397 235 500 307</box>
ad-tea-rooms <box>793 1131 1102 1197</box>
ad-hotels-for-sale <box>172 854 276 1008</box>
column-heading: AUCTIONS. <box>397 52 500 65</box>
ad-york-hotel <box>30 398 163 459</box>
ad-clearing-sale <box>285 381 388 500</box>
ad-stevens <box>793 1072 1102 1131</box>
ad-body: Rangitikei Street, Palmerston N, ARTHUR HAYWOOD ——— Proprietor. The Hotel is fitted throughout with Electric Light, and affords SUPERIOR ACCOMMODATION to Visitors. Speight's Ale on Draught. TARIFF, 6s. 6d. P.O. Box 205. Telephone 84. <box>30 290 163 330</box>
section-heading: FROZEN BEEF. <box>285 537 388 551</box>
ad-title: CHANCE OF A LIFETIME. <box>417 611 480 632</box>
ad-title: WHERE TO STAY IN WELLINGTON. THE ALBERT HOTEL <box>33 162 160 193</box>
ad-title: HUNTER AND CLARK THOMSON <box>289 1222 384 1243</box>
ad-body: 167 CUBA STREET, Wellington's Leading Private Hotel. Accommodation for 160 guests. First-class Cuisine. Every modern convenience. Ladies' Private Drawing-room, Writing-room, etc. Lounges, and eight modern bathrooms, including electric light and electric fire alarms. Tariff, 6s. day, 35s. week. <box>30 476 163 522</box>
ad-signature: W. G. FOSTER, Managing Director. <box>34 771 159 781</box>
ad-signature: JAMES BYRNE, Auctioneer. <box>398 309 499 319</box>
ad-exceptional-opportunity <box>397 484 500 608</box>
ad-gladysdale-hotel <box>30 528 163 619</box>
ad-signature: J. A. WALSH, Secretary. <box>181 558 267 567</box>
ad-address: GISBORNE. <box>932 1185 963 1192</box>
ad-title: SPLENDID INVESTMENT. <box>591 153 702 164</box>
ad-body: 1250 ACRES, all in grass, subdivided in 7 paddocks, sheep and cattle yards, dip and woolshed. The run is well watered, situated only 12 miles from Harbour Board Homestead; carrying 2100 sheep and 200 cattle. Lease, with 18 years yet to run, at 5s. per acre, and right of renewal for further 21 years. Price £3 per acre for the goodwill. Terms arranged. <box>793 1016 1102 1043</box>
ad-address: LAND DEPARTMENT, HAMILTON. <box>904 990 991 997</box>
ad-rangitikei-show <box>172 703 276 854</box>
ad-body: FIRST-CLASS House Property in heart of City, Wellington, consisting of Three Houses, well situated for business premises, situated on good, practically level section of land. Total annual rentals, £234 10s. Price, £3950. Equity £2000. Will Exchange for unencumbered or lightly-mortgaged Farm. For full particulars apply <box>793 632 1102 652</box>
ad-body: LICENSED LAND AGENTS, LAND AUCTIONEERS and VALUERS, TENNYSON ST., NAPIER. Particulars of Property for Sale: FOR SALE. EAST COAST, Seaport Hotel and Store, with 30 acres good arable land; freehold free for everything; lease 6 years at a rental of £10 per week. Turnover, £60 per week. Price as a going concern, including large store, stock, £3000. Terms Arranged. <box>285 783 388 856</box>
column-auctions-2 <box>281 52 393 1632</box>
ad-lever <box>793 557 1102 615</box>
ad-address: BOX 12, FEILDING. <box>621 612 672 619</box>
ad-body: 181 ACRES, Wellington District; all in grass but 20 acres shelter bush, all ploughable but 20 swamp. Fencing and nearly all sub-divided into eight paddocks. PRICE: £32 per acre. 144 ACRES, Manawatu Line, ploughable land, divided into three paddocks, ring-fenced, permanent water; house, cowshed, milking shed. <box>397 520 500 580</box>
ad-title: FOR SALE. <box>923 278 971 289</box>
ad-title: SUBDIVISION OF THE HOMESTEAD OF THE FAMOUS MATAMATA ESTATE <box>822 926 1073 935</box>
ad-signature: ABRAHAM AND WILLIAMS, LTD. <box>528 235 765 251</box>
ad-body: WEDNESDAY, 3rd FEBRUARY, 1915. At 2.30 o'clock. ABRAHAM AND WILLIAMS, LTD., will sell as above— 250 prime bullocks 250 prime sheep 50 prime lambs <box>172 264 276 297</box>
ad-mcintyre <box>793 1196 1102 1248</box>
